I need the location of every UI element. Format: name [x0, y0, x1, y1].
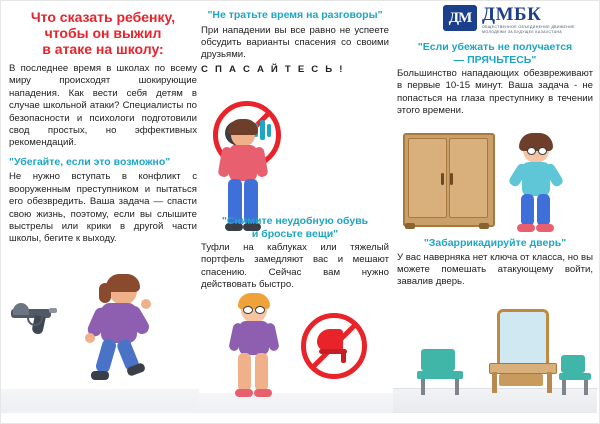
- middle-section2-text: Туфли на каблуках или тяжелый портфель замедляют вас и мешают спасению. Сейчас вам нужно действовать быстро.: [201, 242, 389, 291]
- mirror-icon: [497, 309, 549, 371]
- right-section2-text: У вас наверняка нет ключа от класса, но вы можете помешать атакующему войти, завалив дверь.: [397, 251, 593, 288]
- page-title-line-1: Что сказать ребенку,: [30, 9, 176, 25]
- page-title-line-2: чтобы он выжил: [44, 25, 162, 41]
- right-section2-title: "Забаррикадируйте дверь": [423, 237, 567, 249]
- page-title: [9, 9, 197, 57]
- right-section1-title-line-1: "Если убежать не получается: [417, 41, 573, 53]
- footer-bar: [1, 413, 599, 423]
- running-child-icon: [69, 277, 161, 397]
- middle-section1-text: При нападении вы все равно не успеете обсудить варианты спасения со своими друзьями.: [201, 24, 389, 61]
- scared-girl-icon: [505, 137, 575, 233]
- page-title-line-3: в атаке на школу:: [42, 41, 164, 57]
- middle-section1-shout: С П А С А Й Т Е С Ь !: [201, 63, 345, 75]
- logo-name: ДМБК: [482, 4, 542, 25]
- middle-section2: [201, 215, 389, 298]
- desk-icon: [489, 363, 555, 393]
- chair-icon: [417, 349, 469, 397]
- left-illustration: [1, 277, 199, 417]
- chair-icon-secondary: [559, 355, 593, 397]
- logo-text: [482, 5, 593, 34]
- cabinet-icon: [403, 133, 491, 229]
- right-column-section2: [397, 237, 593, 295]
- girl-with-glasses-icon: [221, 295, 291, 403]
- right-section1-title: [397, 41, 593, 66]
- gun-icon: [9, 299, 63, 335]
- logo-mark: ДМ: [443, 5, 477, 31]
- right-section1-text: Большинство нападающих обезвреживают в первые 10-15 минут. Ваша задача - не попасться на глаза преступнику в течении этого времени.: [397, 68, 593, 117]
- left-intro-text: В последнее время в школах по всему миру происходят шокирующие нападения. Как вести себя детям в случае школьной атаки? Специалисты по безопасности и психологи подготовили свод простых, но эффективных рекомендаций.: [9, 63, 197, 149]
- logo-subtitle: ОБЩЕСТВЕННОЕ ОБЪЕДИНЕНИЕ ДВИЖЕНИЕ МОЛОДЕЖИ ЗА БУДУЩЕЕ КАЗАХСТАНА: [482, 25, 575, 34]
- logo: [443, 5, 593, 34]
- right-illustration-hiding: [397, 129, 597, 237]
- middle-section2-title-line-1: "Снимите неудобную обувь: [221, 215, 369, 227]
- middle-section2-title: [201, 215, 389, 240]
- middle-bottom-illustration: [197, 291, 393, 419]
- middle-section1-title: "Не тратьте время на разговоры": [207, 9, 383, 21]
- left-section-title: "Убегайте, если это возможно": [9, 155, 171, 168]
- high-heel-icon: [315, 327, 355, 365]
- right-illustration-room: [393, 301, 597, 419]
- left-section-text: Не нужно вступать в конфликт с вооруженным преступником и пытаться его обезвредить. Ваша задача — спасти свою жизнь, поэтому, если вы слышите выстрелы или крики в другой части школы, бегите к выходу.: [9, 171, 197, 245]
- middle-section2-title-line-2: и бросьте вещи": [251, 227, 339, 240]
- right-section1-title-line-2: — ПРЯЧЬТЕСЬ": [453, 53, 537, 66]
- right-column-section1: [397, 41, 593, 124]
